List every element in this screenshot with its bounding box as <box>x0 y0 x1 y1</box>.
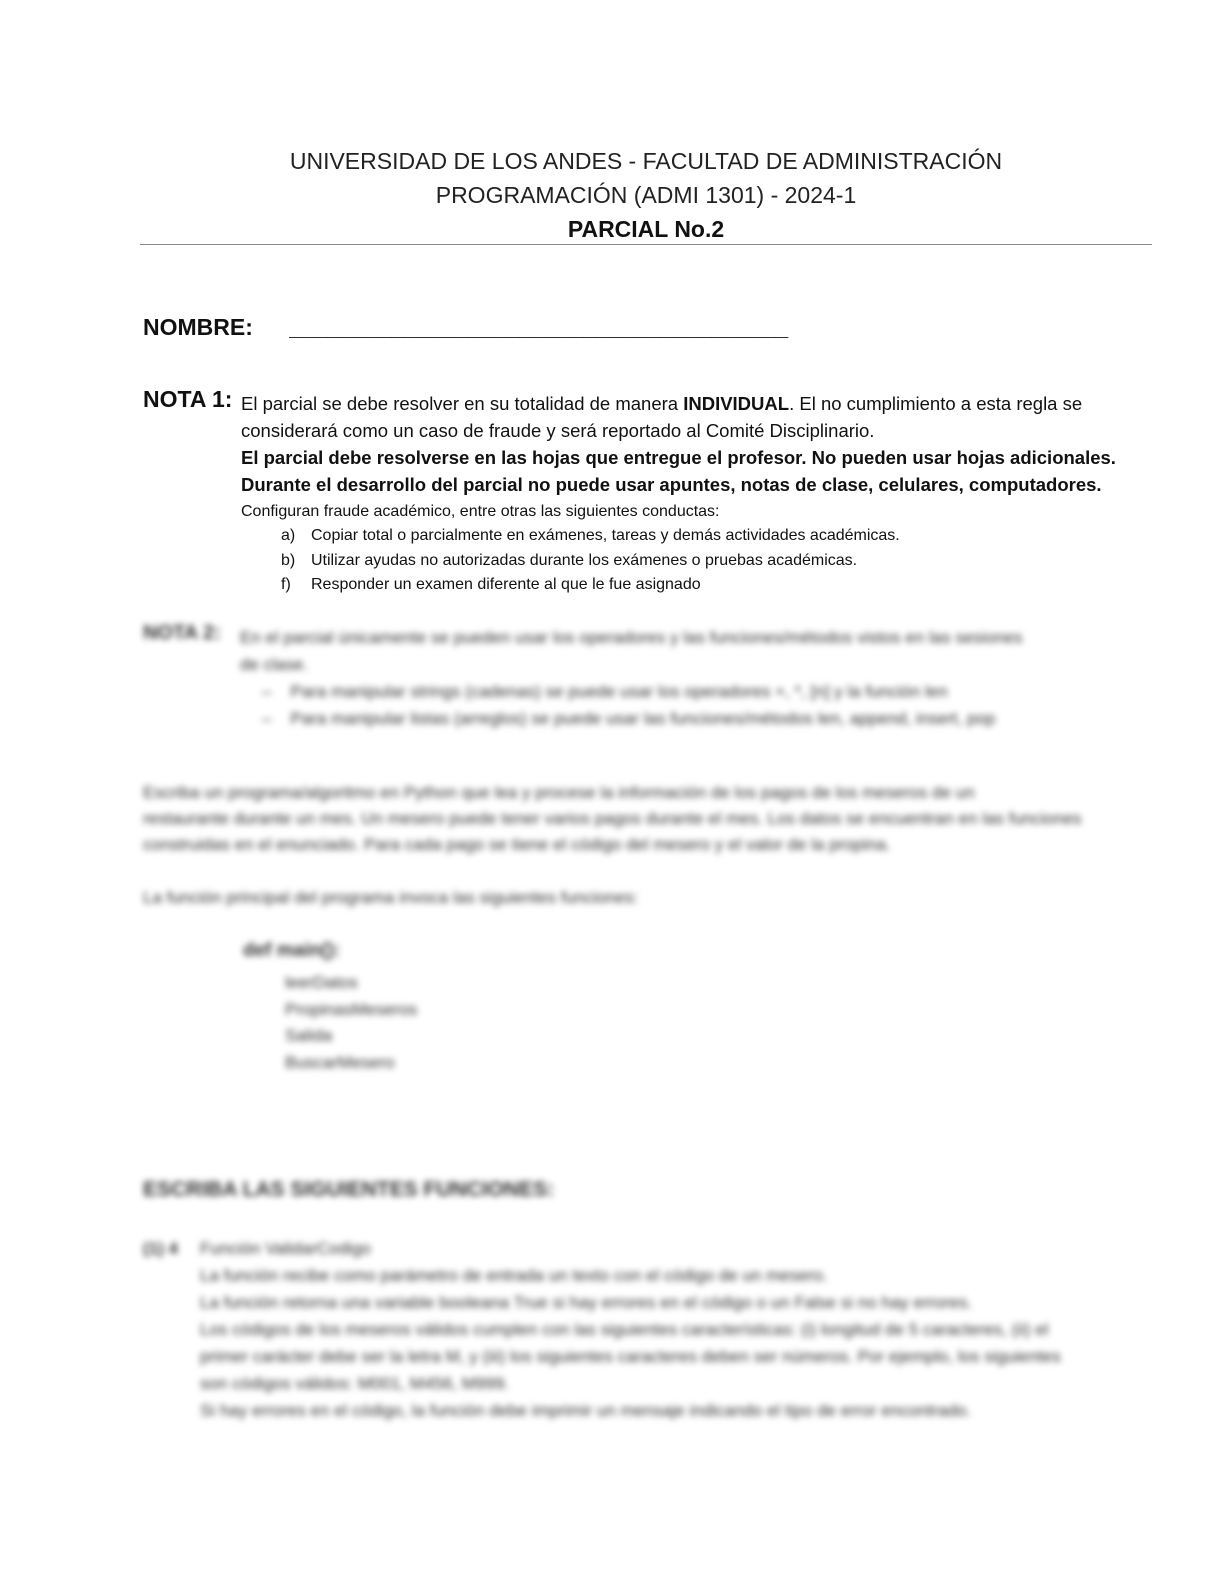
question-line: La función retorna una variable booleana True si hay errores en el código o un False si no hay errores. <box>200 1293 973 1312</box>
nota2-bullet: – Para manipular listas (arreglos) se puede usar las funciones/métodos len, append, insert, pop <box>262 709 996 728</box>
main-intro: La función principal del programa invoca las siguientes funciones: <box>143 888 639 907</box>
nota1-label: NOTA 1: <box>143 386 233 412</box>
nota2-bullet-text: Para manipular listas (arreglos) se puede usar las funciones/métodos len, append, insert, pop <box>290 709 996 728</box>
code-def: def main(): <box>243 940 341 961</box>
question-line: son códigos válidos: M001, M456, M999. <box>200 1374 510 1393</box>
nota1-text-bold: INDIVIDUAL <box>683 393 790 414</box>
nota1-rule-materials: Durante el desarrollo del parcial no puede usar apuntes, notas de clase, celulares, computadores. <box>241 474 1102 495</box>
list-item-text: Responder un examen diferente al que le fue asignado <box>311 576 701 593</box>
code-line: PropinasMeseros <box>285 1000 418 1019</box>
nota2-line: de clase. <box>240 655 309 674</box>
list-marker: f) <box>281 576 291 593</box>
question-line: Los códigos de los meseros válidos cumplen con las siguientes características: (i) longitud de 5 caracteres, (ii) el <box>200 1320 1049 1339</box>
description-line: Escriba un programa/algoritmo en Python que lea y procese la información de los pagos de los meseros de un <box>143 783 975 802</box>
name-label: NOMBRE: <box>143 314 253 340</box>
university-line: UNIVERSIDAD DE LOS ANDES - FACULTAD DE ADMINISTRACIÓN <box>289 148 1003 174</box>
nota2-label: NOTA 2: <box>143 622 221 644</box>
list-item-text: Copiar total o parcialmente en exámenes, tareas y demás actividades académicas. <box>311 527 900 544</box>
question-line: Si hay errores en el código, la función debe imprimir un mensaje indicando el tipo de error encontrado. <box>200 1401 972 1420</box>
name-blank-line[interactable]: _______________________________________ <box>289 314 789 340</box>
question-line: La función recibe como parámetro de entrada un texto con el código de un mesero. <box>200 1266 828 1285</box>
code-line: leerDatos <box>285 973 358 992</box>
course-line: PROGRAMACIÓN (ADMI 1301) - 2024-1 <box>435 182 857 208</box>
nota2-line: En el parcial únicamente se pueden usar los operadores y las funciones/métodos vistos en las sesiones <box>240 628 1023 647</box>
nota1-text-pre: El parcial se debe resolver en su totalidad de manera <box>241 393 684 414</box>
code-line: BuscarMesero <box>285 1053 395 1072</box>
list-marker: a) <box>281 527 296 544</box>
nota2-bullet-text: Para manipular strings (cadenas) se puede usar los operadores +, *, [n] y la función len <box>290 682 948 701</box>
list-item-text: Utilizar ayudas no autorizadas durante los exámenes o pruebas académicas. <box>311 551 858 569</box>
nota1-text-post: . El no cumplimiento a esta regla se considerará como un caso de fraude y será reportado al Comité Disciplinario. <box>241 393 1083 441</box>
question-label: (1) 4 <box>143 1239 178 1258</box>
description-line: restaurante durante un mes. Un mesero puede tener varios pagos durante el mes. Los datos se encuentran en las funciones <box>143 809 1082 828</box>
question-line: primer carácter debe ser la letra M, y (iii) los siguientes caracteres deben ser números. Por ejemplo, los siguientes <box>200 1347 1061 1366</box>
question-title: Función ValidarCodigo <box>200 1239 371 1258</box>
exam-title: PARCIAL No.2 <box>567 216 725 242</box>
nota2-bullet: – Para manipular strings (cadenas) se puede usar los operadores +, *, [n] y la función len <box>262 682 948 701</box>
nota1-rule-sheets: El parcial debe resolverse en las hojas que entregue el profesor. No pueden usar hojas adicionales. <box>241 447 1116 468</box>
section-title: ESCRIBA LAS SIGUIENTES FUNCIONES: <box>143 1178 555 1201</box>
list-marker: b) <box>281 551 296 569</box>
fraud-intro: Configuran fraude académico, entre otras las siguientes conductas: <box>241 503 720 520</box>
description-line: construidas en el enunciado. Para cada pago se tiene el código del mesero y el valor de la propina. <box>143 835 891 854</box>
code-line: Salida <box>285 1026 333 1045</box>
